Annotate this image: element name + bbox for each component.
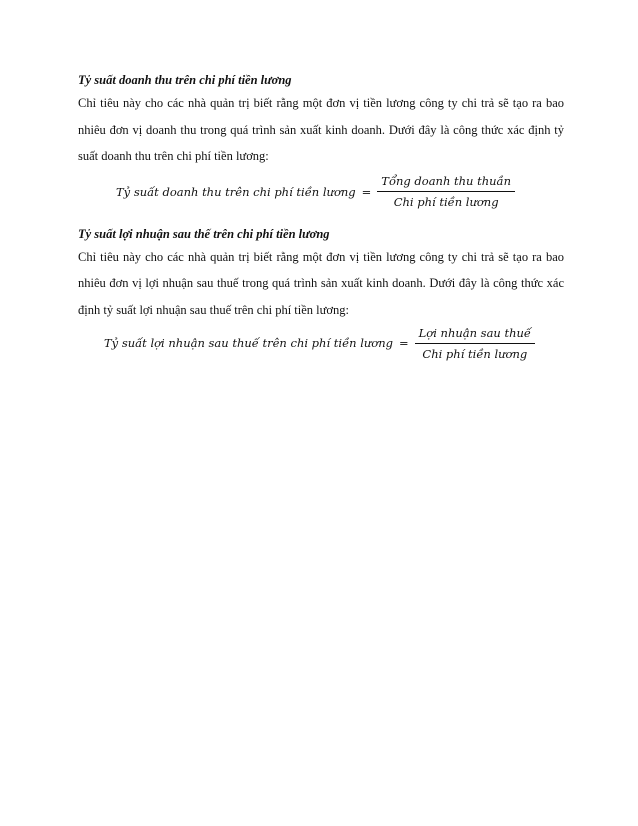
formula-fraction [377, 174, 515, 209]
formula-denominator: Chi phí tiền lương [393, 195, 499, 209]
formula-lhs: Tỷ suất lợi nhuận sau thuế trên chi phí tiền lương [104, 336, 393, 350]
section-paragraph: Chỉ tiêu này cho các nhà quản trị biết rằng một đơn vị tiền lương công ty chi trả sẽ tạo ra bao nhiêu đơn vị doanh thu trong quá trình sản xuất kinh doanh. Dưới đây là công thức xác định tỷ suất doanh thu trên chi phí tiền lương: [78, 96, 564, 163]
formula-numerator: Lợi nhuận sau thuế [415, 326, 535, 344]
section-heading: Tỷ suất lợi nhuận sau thế trên chi phí tiền lương [78, 226, 330, 241]
formula [104, 321, 564, 365]
formula-numerator: Tổng doanh thu thuần [377, 174, 515, 192]
formula-equals: = [361, 184, 372, 199]
section-revenue-ratio [78, 70, 564, 214]
formula-equals: = [399, 336, 409, 350]
formula-lhs: Tỷ suất doanh thu trên chi phí tiền lương [116, 184, 356, 199]
section-heading: Tỷ suất doanh thu trên chi phí tiền lương [78, 73, 292, 87]
formula [116, 170, 564, 214]
section-profit-ratio [78, 224, 564, 366]
document-content [78, 70, 564, 365]
formula-denominator: Chi phí tiền lương [422, 346, 528, 361]
formula-fraction [415, 326, 535, 361]
section-paragraph: Chỉ tiêu này cho các nhà quản trị biết rằng một đơn vị tiền lương công ty chi trả sẽ tạo ra bao nhiêu đơn vị lợi nhuận sau thuế trong quá trình sản xuất kinh doanh. Dưới đây là công thức xác định tỷ suất lợi nhuận sau thuế trên chi phí tiền lương: [78, 249, 564, 317]
